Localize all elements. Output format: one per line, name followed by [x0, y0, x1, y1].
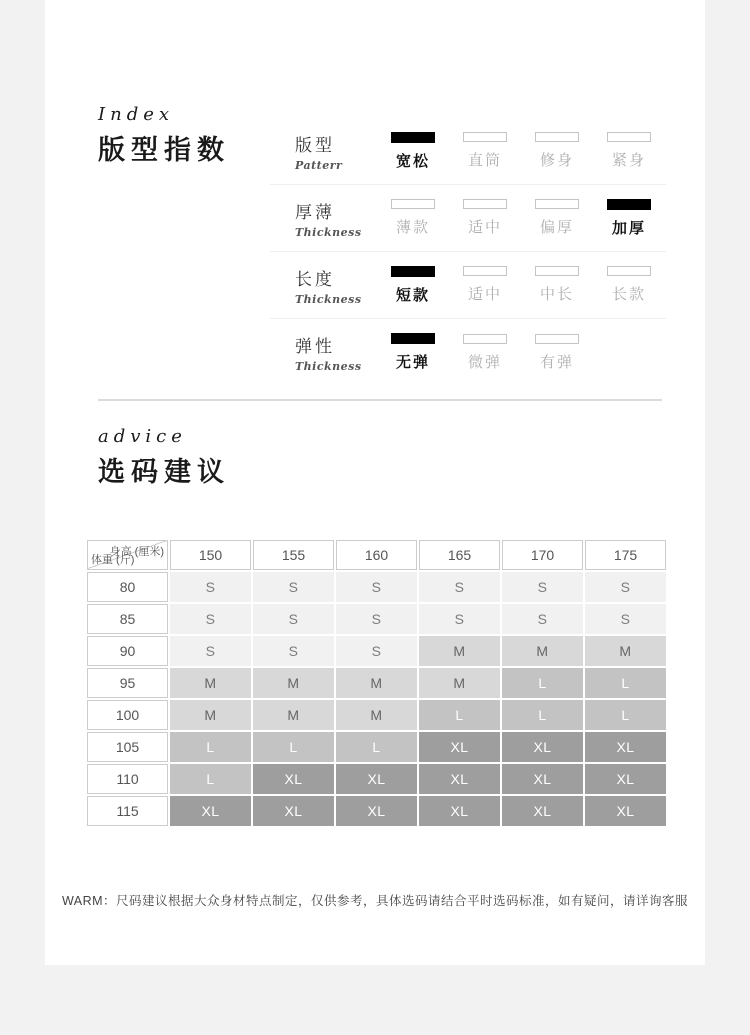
- height-column-header: 175: [585, 540, 666, 570]
- fit-option-label: 直筒: [467, 152, 502, 169]
- size-cell: M: [170, 700, 251, 730]
- fit-option-label: 偏厚: [539, 219, 574, 236]
- size-cell: M: [336, 700, 417, 730]
- size-cell: XL: [253, 764, 334, 794]
- size-cell: S: [419, 572, 500, 602]
- size-cell: L: [253, 732, 334, 762]
- size-cell: S: [253, 604, 334, 634]
- corner-height-label: 身高 (厘米): [109, 546, 164, 558]
- size-cell: S: [253, 636, 334, 666]
- empty-bar-icon: [535, 266, 579, 276]
- size-cell: L: [585, 700, 666, 730]
- filled-bar-icon: [607, 199, 651, 210]
- fit-option-label: 无弹: [395, 354, 430, 371]
- fit-option-label: 适中: [467, 286, 502, 303]
- size-cell: XL: [585, 732, 666, 762]
- fit-index-row: [270, 118, 666, 185]
- fit-option-label: 中长: [539, 286, 574, 303]
- size-cell: L: [170, 732, 251, 762]
- size-cell: S: [253, 572, 334, 602]
- size-cell: XL: [585, 764, 666, 794]
- size-cell: S: [502, 604, 583, 634]
- size-cell: XL: [253, 796, 334, 826]
- filled-bar-icon: [391, 266, 435, 277]
- size-table-row: [87, 668, 666, 698]
- size-table-row: [87, 732, 666, 762]
- fit-index-label-en: Thickness: [295, 225, 362, 239]
- fit-option-selected: [377, 333, 449, 372]
- empty-bar-icon: [391, 199, 435, 209]
- size-cell: XL: [502, 796, 583, 826]
- index-heading-zh: 版型指数: [98, 135, 230, 166]
- weight-row-header: 90: [87, 636, 168, 666]
- product-detail-card: [45, 0, 705, 965]
- weight-row-header: 110: [87, 764, 168, 794]
- warm-note: WARM：尺码建议根据大众身材特点制定，仅供参考，具体选码请结合平时选码标准，如有疑问，请详询客服: [61, 894, 689, 908]
- fit-index-rows: [270, 118, 666, 386]
- size-cell: S: [336, 572, 417, 602]
- size-cell: L: [170, 764, 251, 794]
- size-recommendation-table: [85, 538, 668, 828]
- size-cell: XL: [336, 796, 417, 826]
- size-cell: S: [336, 636, 417, 666]
- fit-index-label-en: Thickness: [295, 292, 362, 306]
- height-column-header: 155: [253, 540, 334, 570]
- fit-index-row: [270, 252, 666, 319]
- size-cell: XL: [502, 732, 583, 762]
- empty-bar-icon: [535, 199, 579, 209]
- fit-option: [593, 266, 665, 304]
- fit-index-row-label: [270, 198, 377, 239]
- fit-option-label: 适中: [467, 219, 502, 236]
- size-cell: XL: [419, 764, 500, 794]
- weight-row-header: 80: [87, 572, 168, 602]
- size-cell: M: [585, 636, 666, 666]
- empty-bar-icon: [463, 266, 507, 276]
- weight-row-header: 95: [87, 668, 168, 698]
- size-table-row: [87, 796, 666, 826]
- size-cell: XL: [170, 796, 251, 826]
- fit-index-label-zh: 长度: [295, 269, 335, 289]
- advice-heading-en: advice: [98, 426, 187, 447]
- index-section-heading: [98, 104, 230, 167]
- size-cell: M: [253, 668, 334, 698]
- fit-option-label: 有弹: [539, 353, 574, 371]
- section-divider: [98, 399, 662, 401]
- fit-option: [449, 132, 521, 170]
- size-table-row: [87, 764, 666, 794]
- fit-option-label: 宽松: [395, 152, 430, 170]
- filled-bar-icon: [391, 132, 435, 143]
- size-table-row: [87, 636, 666, 666]
- empty-bar-icon: [535, 132, 579, 142]
- weight-row-header: 115: [87, 796, 168, 826]
- size-table-row: [87, 604, 666, 634]
- empty-bar-icon: [463, 334, 507, 344]
- weight-row-header: 85: [87, 604, 168, 634]
- size-cell: S: [170, 572, 251, 602]
- size-cell: XL: [336, 764, 417, 794]
- table-corner-cell: [87, 540, 168, 570]
- index-heading-en: Index: [98, 104, 175, 125]
- fit-option-label: 加厚: [611, 219, 646, 237]
- fit-option: [521, 266, 593, 304]
- advice-heading-zh: 选码建议: [98, 457, 230, 488]
- fit-index-row-label: [270, 265, 377, 306]
- height-column-header: 170: [502, 540, 583, 570]
- fit-option-label: 紧身: [611, 152, 646, 169]
- size-cell: S: [585, 572, 666, 602]
- fit-option-selected: [377, 266, 449, 305]
- fit-option: [521, 334, 593, 372]
- fit-option-selected: [593, 199, 665, 238]
- filled-bar-icon: [391, 333, 435, 344]
- size-cell: L: [585, 668, 666, 698]
- size-cell: M: [419, 668, 500, 698]
- fit-option-label: 长款: [611, 286, 646, 303]
- fit-option: [449, 199, 521, 237]
- fit-option-label: 微弹: [467, 353, 502, 371]
- fit-index-row: [270, 185, 666, 252]
- size-cell: S: [170, 636, 251, 666]
- fit-index-row: [270, 319, 666, 386]
- fit-index-label-en: Thickness: [295, 360, 362, 373]
- size-table-row: [87, 700, 666, 730]
- height-column-header: 165: [419, 540, 500, 570]
- fit-option: [449, 266, 521, 304]
- size-cell: L: [336, 732, 417, 762]
- fit-option: [377, 199, 449, 237]
- size-cell: M: [170, 668, 251, 698]
- fit-option-label: 修身: [539, 152, 574, 169]
- size-table-row: [87, 572, 666, 602]
- fit-option-label: 薄款: [395, 219, 430, 236]
- size-cell: M: [502, 636, 583, 666]
- size-cell: S: [170, 604, 251, 634]
- advice-section-heading: [98, 426, 230, 489]
- size-cell: M: [419, 636, 500, 666]
- size-cell: XL: [585, 796, 666, 826]
- size-cell: L: [419, 700, 500, 730]
- size-cell: L: [502, 668, 583, 698]
- empty-bar-icon: [463, 132, 507, 142]
- fit-index-label-zh: 版型: [295, 135, 335, 155]
- empty-bar-icon: [607, 266, 651, 276]
- fit-index-label-en: Patterr: [295, 158, 343, 172]
- empty-bar-icon: [607, 132, 651, 142]
- size-cell: XL: [419, 796, 500, 826]
- size-cell: S: [585, 604, 666, 634]
- weight-row-header: 100: [87, 700, 168, 730]
- size-cell: S: [502, 572, 583, 602]
- height-column-header: 150: [170, 540, 251, 570]
- size-cell: XL: [502, 764, 583, 794]
- size-cell: L: [502, 700, 583, 730]
- fit-index-label-zh: 弹性: [295, 337, 335, 356]
- weight-row-header: 105: [87, 732, 168, 762]
- fit-index-row-label: [270, 332, 377, 373]
- corner-weight-label: 体重 (斤): [91, 554, 135, 566]
- size-cell: M: [336, 668, 417, 698]
- fit-index-row-label: [270, 131, 377, 172]
- fit-option-label: 短款: [395, 286, 430, 304]
- size-cell: S: [419, 604, 500, 634]
- size-cell: XL: [419, 732, 500, 762]
- height-column-header: 160: [336, 540, 417, 570]
- size-cell: S: [336, 604, 417, 634]
- empty-bar-icon: [535, 334, 579, 344]
- fit-index-label-zh: 厚薄: [295, 202, 335, 222]
- size-cell: M: [253, 700, 334, 730]
- fit-option: [521, 199, 593, 237]
- fit-option: [449, 334, 521, 372]
- fit-option: [593, 132, 665, 170]
- size-table-header-row: [87, 540, 666, 570]
- fit-option-selected: [377, 132, 449, 171]
- empty-bar-icon: [463, 199, 507, 209]
- fit-option: [521, 132, 593, 170]
